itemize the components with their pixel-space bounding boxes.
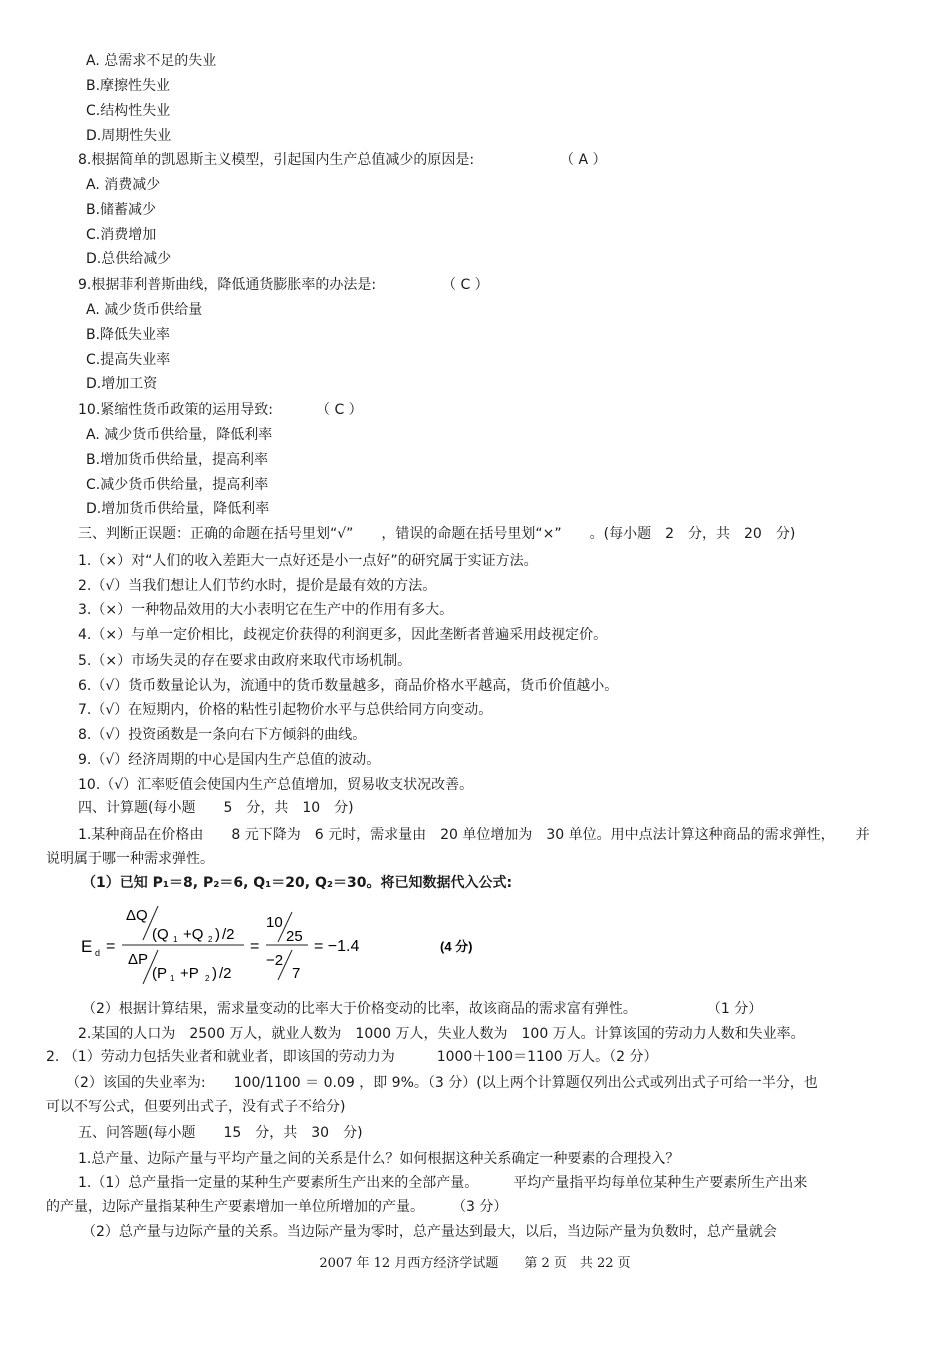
formula-p-half: /2 (219, 965, 232, 982)
q7-option-a: A. 总需求不足的失业 (86, 53, 217, 69)
formula-eq-1: = (106, 938, 116, 955)
q9-option-b: B.降低失业率 (86, 327, 171, 343)
essay-a1-line1: 1.（1）总产量指一定量的某种生产要素所生产出来的全部产量。 平均产量指平均每单位某种生产要素所生产出来 (78, 1175, 808, 1191)
calc-q2: 2.某国的人口为 2500 万人，就业人数为 1000 万人，失业人数为 100 万人。计算该国的劳动力人数和失业率。 (78, 1026, 805, 1042)
calc-q2-answer-2: （2）该国的失业率为: 100/1100 ＝ 0.09 ，即 9%。（3 分）(以上两个计算题仅列出公式或列出式子可给一半分，也 (66, 1075, 818, 1091)
q10-option-b: B.增加货币供给量，提高利率 (86, 452, 269, 468)
q10-text: 10.紧缩性货币政策的运用导致: (78, 402, 273, 418)
q10-option-a: A. 减少货币供给量，降低利率 (86, 427, 273, 443)
formula-result: = −1.4 (314, 938, 360, 955)
essay-a1-line3: （2）总产量与边际产量的关系。当边际产量为零时，总产量达到最大，以后，当边际产量为负数时，总产量就会 (82, 1224, 777, 1240)
q7-option-b: B.摩擦性失业 (86, 78, 171, 94)
tf-item-10: 10.（√）汇率贬值会使国内生产总值增加，贸易收支状况改善。 (78, 777, 474, 793)
q8-answer: （ A ） (560, 152, 607, 168)
formula-dq: ΔQ (126, 907, 148, 924)
page-footer: 2007 年 12 月西方经济学试题 第 2 页 共 22 页 (319, 1256, 631, 1271)
essay-q1: 1.总产量、边际产量与平均产量之间的关系是什么？如何根据这种关系确定一种要素的合理投入？ (78, 1151, 680, 1167)
formula-q-sub1: 1 (173, 935, 178, 944)
calc-q1-line2: 说明属于哪一种需求弹性。 (46, 851, 214, 867)
formula-den-bot: 7 (292, 965, 301, 982)
q10-answer: （ C ） (316, 402, 363, 418)
formula-p-sum: (P (152, 965, 167, 982)
q8-option-a: A. 消费减少 (86, 177, 161, 193)
formula-den-top: −2 (266, 952, 284, 969)
tf-item-6: 6.（√）货币数量论认为，流通中的货币数量越多，商品价格水平越高，货币价值越小。 (78, 678, 619, 694)
formula-lhs-sub: d (95, 948, 101, 958)
q9-option-a: A. 减少货币供给量 (86, 302, 203, 318)
formula-p-sub2: 2 (205, 974, 210, 983)
section4-heading: 四、计算题(每小题 5 分，共 10 分) (78, 800, 354, 816)
calc-q2-answer-1: 2. （1）劳动力包括失业者和就业者，即该国的劳动力为 1000＋100＝1100 万人。（2 分） (46, 1049, 658, 1065)
q7-option-d: D.周期性失业 (86, 128, 172, 144)
calc-q1-line1: 1.某种商品在价格由 8 元下降为 6 元时，需求量由 20 单位增加为 30 单位。用中点法计算这种商品的需求弹性， 并 (78, 827, 870, 843)
essay-a1-line2: 的产量，边际产量指某种生产要素增加一单位所增加的产量。 （3 分） (46, 1199, 508, 1215)
tf-item-1: 1.（×）对“人们的收入差距大一点好还是小一点好”的研究属于实证方法。 (78, 553, 538, 569)
section5-heading: 五、问答题(每小题 15 分，共 30 分) (78, 1125, 363, 1141)
q9-option-d: D.增加工资 (86, 376, 158, 392)
tf-item-3: 3.（×）一种物品效用的大小表明它在生产中的作用有多大。 (78, 602, 454, 618)
formula-eq-2: = (250, 938, 260, 955)
q8-option-d: D.总供给减少 (86, 251, 172, 267)
section3-heading: 三、判断正误题：正确的命题在括号里划“√” ，错误的命题在括号里划“×” 。(每小题 2 分，共 20 分) (78, 526, 796, 542)
tf-item-9: 9.（√）经济周期的中心是国内生产总值的波动。 (78, 752, 381, 768)
q10-option-d: D.增加货币供给量，降低利率 (86, 501, 270, 517)
formula-dp: ΔP (128, 951, 149, 968)
calc-q1-step2: （2）根据计算结果，需求量变动的比率大于价格变动的比率，故该商品的需求富有弹性。 （1 分） (82, 1001, 763, 1017)
q10-option-c: C.减少货币供给量，提高利率 (86, 477, 269, 493)
tf-item-2: 2.（√）当我们想让人们节约水时，提价是最有效的方法。 (78, 578, 437, 594)
q9-text: 9.根据菲利普斯曲线，降低通货膨胀率的办法是: (78, 277, 377, 293)
q8-option-b: B.储蓄减少 (86, 202, 157, 218)
formula-p-sub1: 1 (170, 974, 175, 983)
formula-q-sub2: 2 (208, 935, 213, 944)
tf-item-4: 4.（×）与单一定价相比，歧视定价获得的利润更多，因此垄断者普遍采用歧视定价。 (78, 627, 608, 643)
formula-num-top: 10 (266, 914, 283, 931)
formula-q-half: /2 (222, 926, 235, 943)
tf-item-7: 7.（√）在短期内，价格的粘性引起物价水平与总供给同方向变动。 (78, 702, 493, 718)
formula-q-sum: (Q (152, 926, 169, 943)
formula-p-close: ) (212, 965, 217, 982)
tf-item-5: 5.（×）市场失灵的存在要求由政府来取代市场机制。 (78, 653, 412, 669)
calc-q2-answer-3: 可以不写公式，但要列出式子，没有式子不给分) (46, 1099, 346, 1115)
elasticity-formula (78, 900, 518, 990)
calc-q1-given: （1）已知 P₁＝8, P₂＝6, Q₁＝20, Q₂＝30。将已知数据代入公式: (82, 875, 513, 891)
q9-option-c: C.提高失业率 (86, 352, 171, 368)
tf-item-8: 8.（√）投资函数是一条向右下方倾斜的曲线。 (78, 727, 367, 743)
formula-p-plus: +P (180, 965, 199, 982)
formula-q-close: ) (215, 926, 220, 943)
q9-answer: （ C ） (442, 277, 489, 293)
q7-option-c: C.结构性失业 (86, 103, 171, 119)
q8-text: 8.根据简单的凯恩斯主义模型，引起国内生产总值减少的原因是: (78, 152, 475, 168)
formula-lhs: E (81, 937, 93, 956)
formula-score: (4 分) (440, 939, 473, 954)
formula-q-plus: +Q (183, 926, 204, 943)
q8-option-c: C.消费增加 (86, 227, 157, 243)
formula-num-bot: 25 (286, 928, 303, 945)
